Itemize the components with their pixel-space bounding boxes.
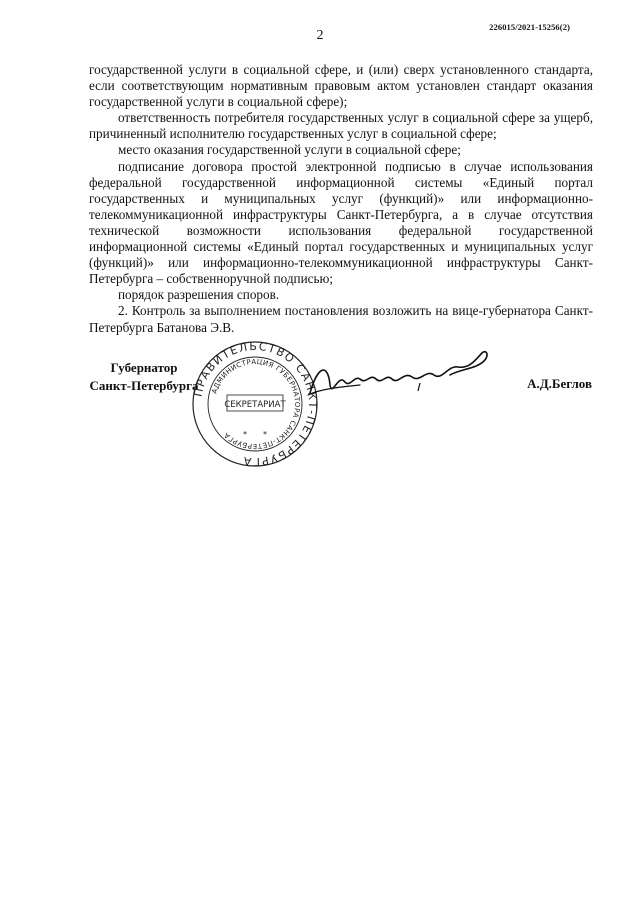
signatory-position-region: Санкт-Петербурга	[89, 378, 199, 393]
body-paragraph: ответственность потребителя государственных услуг в социальной сфере за ущерб, причиненный исполнителю государственных услуг в социальной сфере;	[89, 110, 593, 142]
document-body	[89, 62, 593, 336]
stamp-outer-text: ПРАВИТЕЛЬСТВО САНКТ-ПЕТЕРБУРГА	[191, 340, 319, 468]
body-paragraph: подписание договора простой электронной подписью в случае использования федеральной государственной информационной системы «Единый портал государственных и муниципальных услуг (функций)» или информационно-телекоммуникационной инфраструктуры Санкт-Петербурга, а в случае отсутствия технической возможности использования федеральной государственной информационной системы «Единый портал государственных и муниципальных услуг (функций)» или информационно-телекоммуникационной инфраструктуры Санкт-Петербурга – собственноручной подписью;	[89, 158, 593, 287]
body-paragraph: место оказания государственной услуги в социальной сфере;	[118, 142, 461, 158]
body-paragraph: 2. Контроль за выполнением постановления возложить на вице-губернатора Санкт-Петербурга Батанова Э.В.	[89, 303, 593, 335]
stamp-star-icon: *	[263, 430, 267, 439]
body-paragraph: государственной услуги в социальной сфере, и (или) сверх установленного стандарта, если соответствующим нормативным правовым актом установлен стандарт оказания государственной услуги в социальной сфере);	[89, 62, 593, 110]
stamp-center-text: СЕКРЕТАРИАТ	[224, 400, 286, 410]
stamp-inner-text: АДМИНИСТРАЦИЯ ГУБЕРНАТОРА САНКТ-ПЕТЕРБУРГА	[210, 357, 302, 451]
stamp-star-icon: *	[243, 430, 247, 439]
body-paragraph: порядок разрешения споров.	[118, 287, 280, 303]
signatory-position	[89, 359, 199, 395]
document-registration-number: 226015/2021-15256(2)	[489, 22, 570, 32]
page-number: 2	[316, 28, 324, 43]
signatory-position-title: Губернатор	[110, 360, 178, 375]
signatory-name: А.Д.Беглов	[527, 376, 592, 391]
handwritten-signature	[300, 345, 500, 405]
